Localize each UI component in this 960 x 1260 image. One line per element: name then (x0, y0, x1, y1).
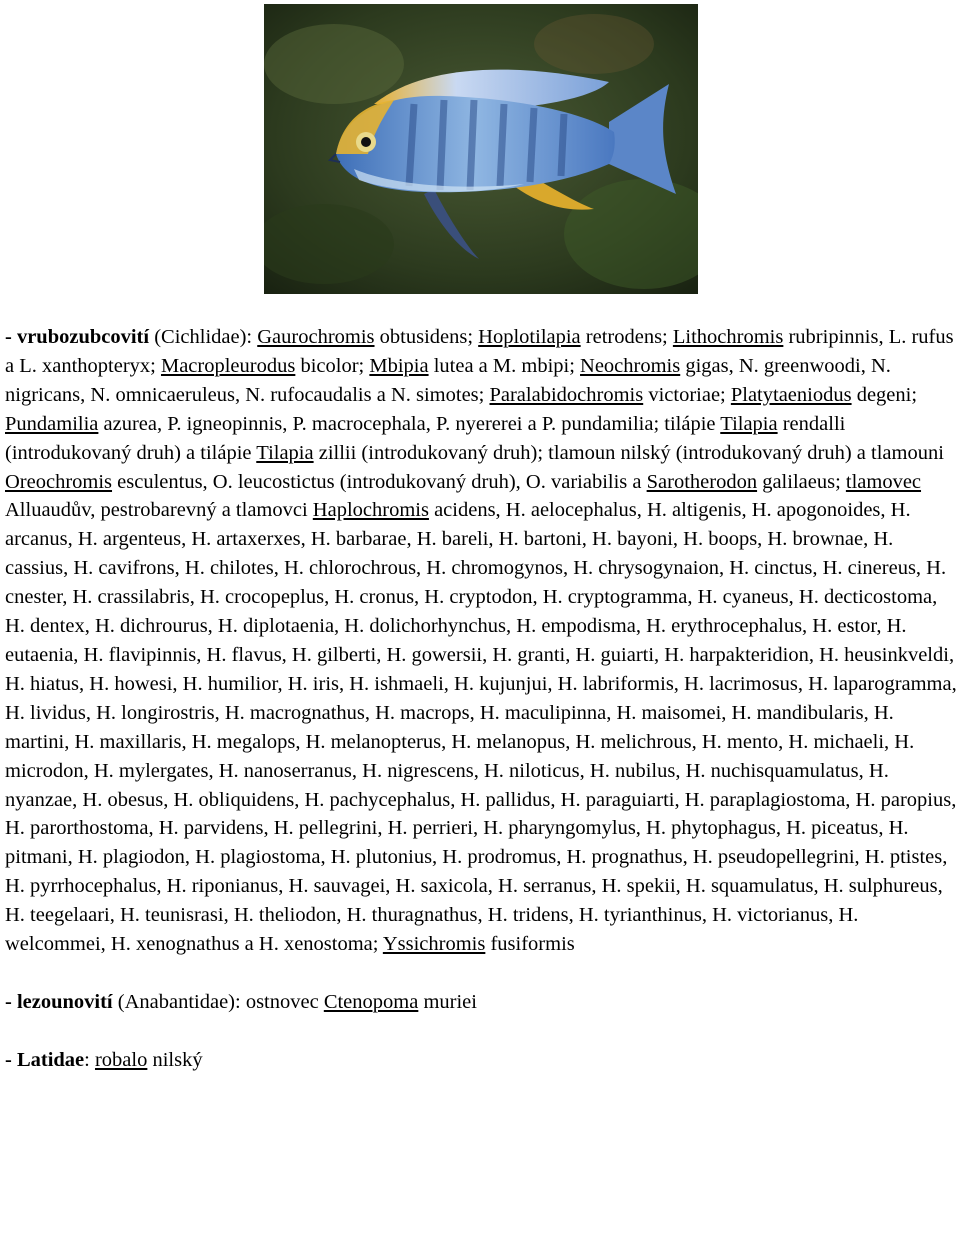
species-list (5, 323, 957, 1075)
genus-link[interactable]: Hoplotilapia (478, 326, 581, 348)
paragraph-cichlidae (5, 323, 957, 959)
text-run: degeni; (851, 383, 918, 406)
text-run: bicolor; (295, 354, 370, 377)
text-run: muriei (418, 990, 477, 1013)
genus-link[interactable]: Yssichromis (382, 933, 486, 956)
text-run: esculentus, O. leucostictus (introdukovaný druh), O. variabilis a (112, 470, 647, 493)
genus-link[interactable]: Oreochromis (5, 470, 113, 493)
fish-photo (264, 4, 698, 294)
genus-link[interactable]: Neochromis (580, 354, 681, 377)
text-run: rendalli (introdukovaný druh) a tilápie (5, 412, 846, 464)
genus-link[interactable]: Macropleurodus (160, 354, 296, 377)
family-heading: - vrubozubcovití (5, 326, 150, 348)
text-run: (Cichlidae): (149, 326, 258, 348)
text-run: lutea a M. mbipi; (428, 354, 581, 377)
text-run: rubripinnis, L. rufus a L. xanthopteryx; (5, 326, 954, 377)
fish-illustration (264, 4, 698, 294)
text-run: azurea, P. igneopinnis, P. macrocephala, P. nyererei a P. pundamilia; tilápie (98, 412, 721, 435)
text-run: galilaeus; (757, 470, 846, 493)
text-run: Alluaudův, pestrobarevný a tlamovci (5, 499, 313, 522)
genus-link[interactable]: Tilapia (256, 441, 314, 464)
text-run: nilský (147, 1048, 203, 1071)
text-run: (Anabantidae): ostnovec (112, 990, 324, 1013)
paragraph-latidae (5, 1046, 957, 1075)
genus-link[interactable]: Pundamilia (5, 412, 99, 435)
text-run: retrodens; (580, 326, 673, 348)
genus-link[interactable]: Tilapia (720, 412, 778, 435)
genus-link[interactable]: tlamovec (845, 470, 922, 493)
genus-link[interactable]: Gaurochromis (257, 326, 375, 348)
genus-link[interactable]: Mbipia (369, 354, 429, 377)
text-run: : (84, 1048, 95, 1071)
family-heading: - Latidae (5, 1048, 85, 1071)
genus-link[interactable]: robalo (94, 1048, 148, 1071)
genus-link[interactable]: Paralabidochromis (489, 383, 644, 406)
genus-link[interactable]: Sarotherodon (646, 470, 758, 493)
genus-link[interactable]: Platytaeniodus (730, 383, 852, 406)
text-run: zillii (introdukovaný druh); tlamoun nilský (introdukovaný druh) a tlamouni (313, 441, 944, 464)
genus-link[interactable]: Haplochromis (312, 499, 429, 522)
text-run: victoriae; (643, 383, 731, 406)
text-run: gigas, N. greenwoodi, N. nigricans, N. omnicaeruleus, N. rufocaudalis a N. simotes; (5, 354, 891, 406)
text-run: obtusidens; (374, 326, 479, 348)
text-run: acidens, H. aelocephalus, H. altigenis, H. apogonoides, H. arcanus, H. argenteus, H. artaxerxes, H. barbarae, H. bareli, H. bartoni, H. bayoni, H. boops, H. brownae, H. cassius, H. cavifrons, H. chilotes, H. chlorochrous, H. chromogynos, H. chrysogynaion, H. cinctus, H. cinereus, H. cnester, H. crassilabris, H. crocopeplus, H. cronus, H. cryptodon, H. cryptogramma, H. cyaneus, H. decticostoma, H. dentex, H. dichrourus, H. diplotaenia, H. dolichorhynchus, H. empodisma, H. erythrocephalus, H. estor, H. eutaenia, H. flavipinnis, H. flavus, H. gilberti, H. gowersii, H. granti, H. guiarti, H. harpakteridion, H. heusinkveldi, H. hiatus, H. howesi, H. humilior, H. iris, H. ishmaeli, H. kujunjui, H. labriformis, H. lacrimosus, H. laparogramma, H. lividus, H. longirostris, H. macrognathus, H. macrops, H. maculipinna, H. maisomei, H. mandibularis, H. martini, H. maxillaris, H. megalops, H. melanopterus, H. melanopus, H. melichrous, H. mento, H. michaeli, H. microdon, H. mylergates, H. nanoserranus, H. nigrescens, H. niloticus, H. nubilus, H. nuchisquamulatus, H. nyanzae, H. obesus, H. obliquidens, H. pachycephalus, H. pallidus, H. paraguiarti, H. paraplagiostoma, H. paropius, H. parorthostoma, H. parvidens, H. pellegrini, H. perrieri, H. pharyngomylus, H. phytophagus, H. piceatus, H. pitmani, H. plagiodon, H. plagiostoma, H. plutonius, H. prodromus, H. prognathus, H. pseudopellegrini, H. ptistes, H. pyrrhocephalus, H. riponianus, H. sauvagei, H. saxicola, H. serranus, H. spekii, H. squamulatus, H. sulphureus, H. teegelaari, H. teunisrasi, H. theliodon, H. thuragnathus, H. tridens, H. tyrianthinus, H. victorianus, H. welcommei, H. xenognathus a H. xenostoma; (5, 499, 957, 956)
genus-link[interactable]: Lithochromis (672, 326, 784, 348)
paragraph-anabantidae (5, 988, 957, 1017)
genus-link[interactable]: Ctenopoma (323, 990, 419, 1013)
text-run: fusiformis (485, 933, 575, 956)
family-heading: - lezounovití (5, 990, 113, 1013)
